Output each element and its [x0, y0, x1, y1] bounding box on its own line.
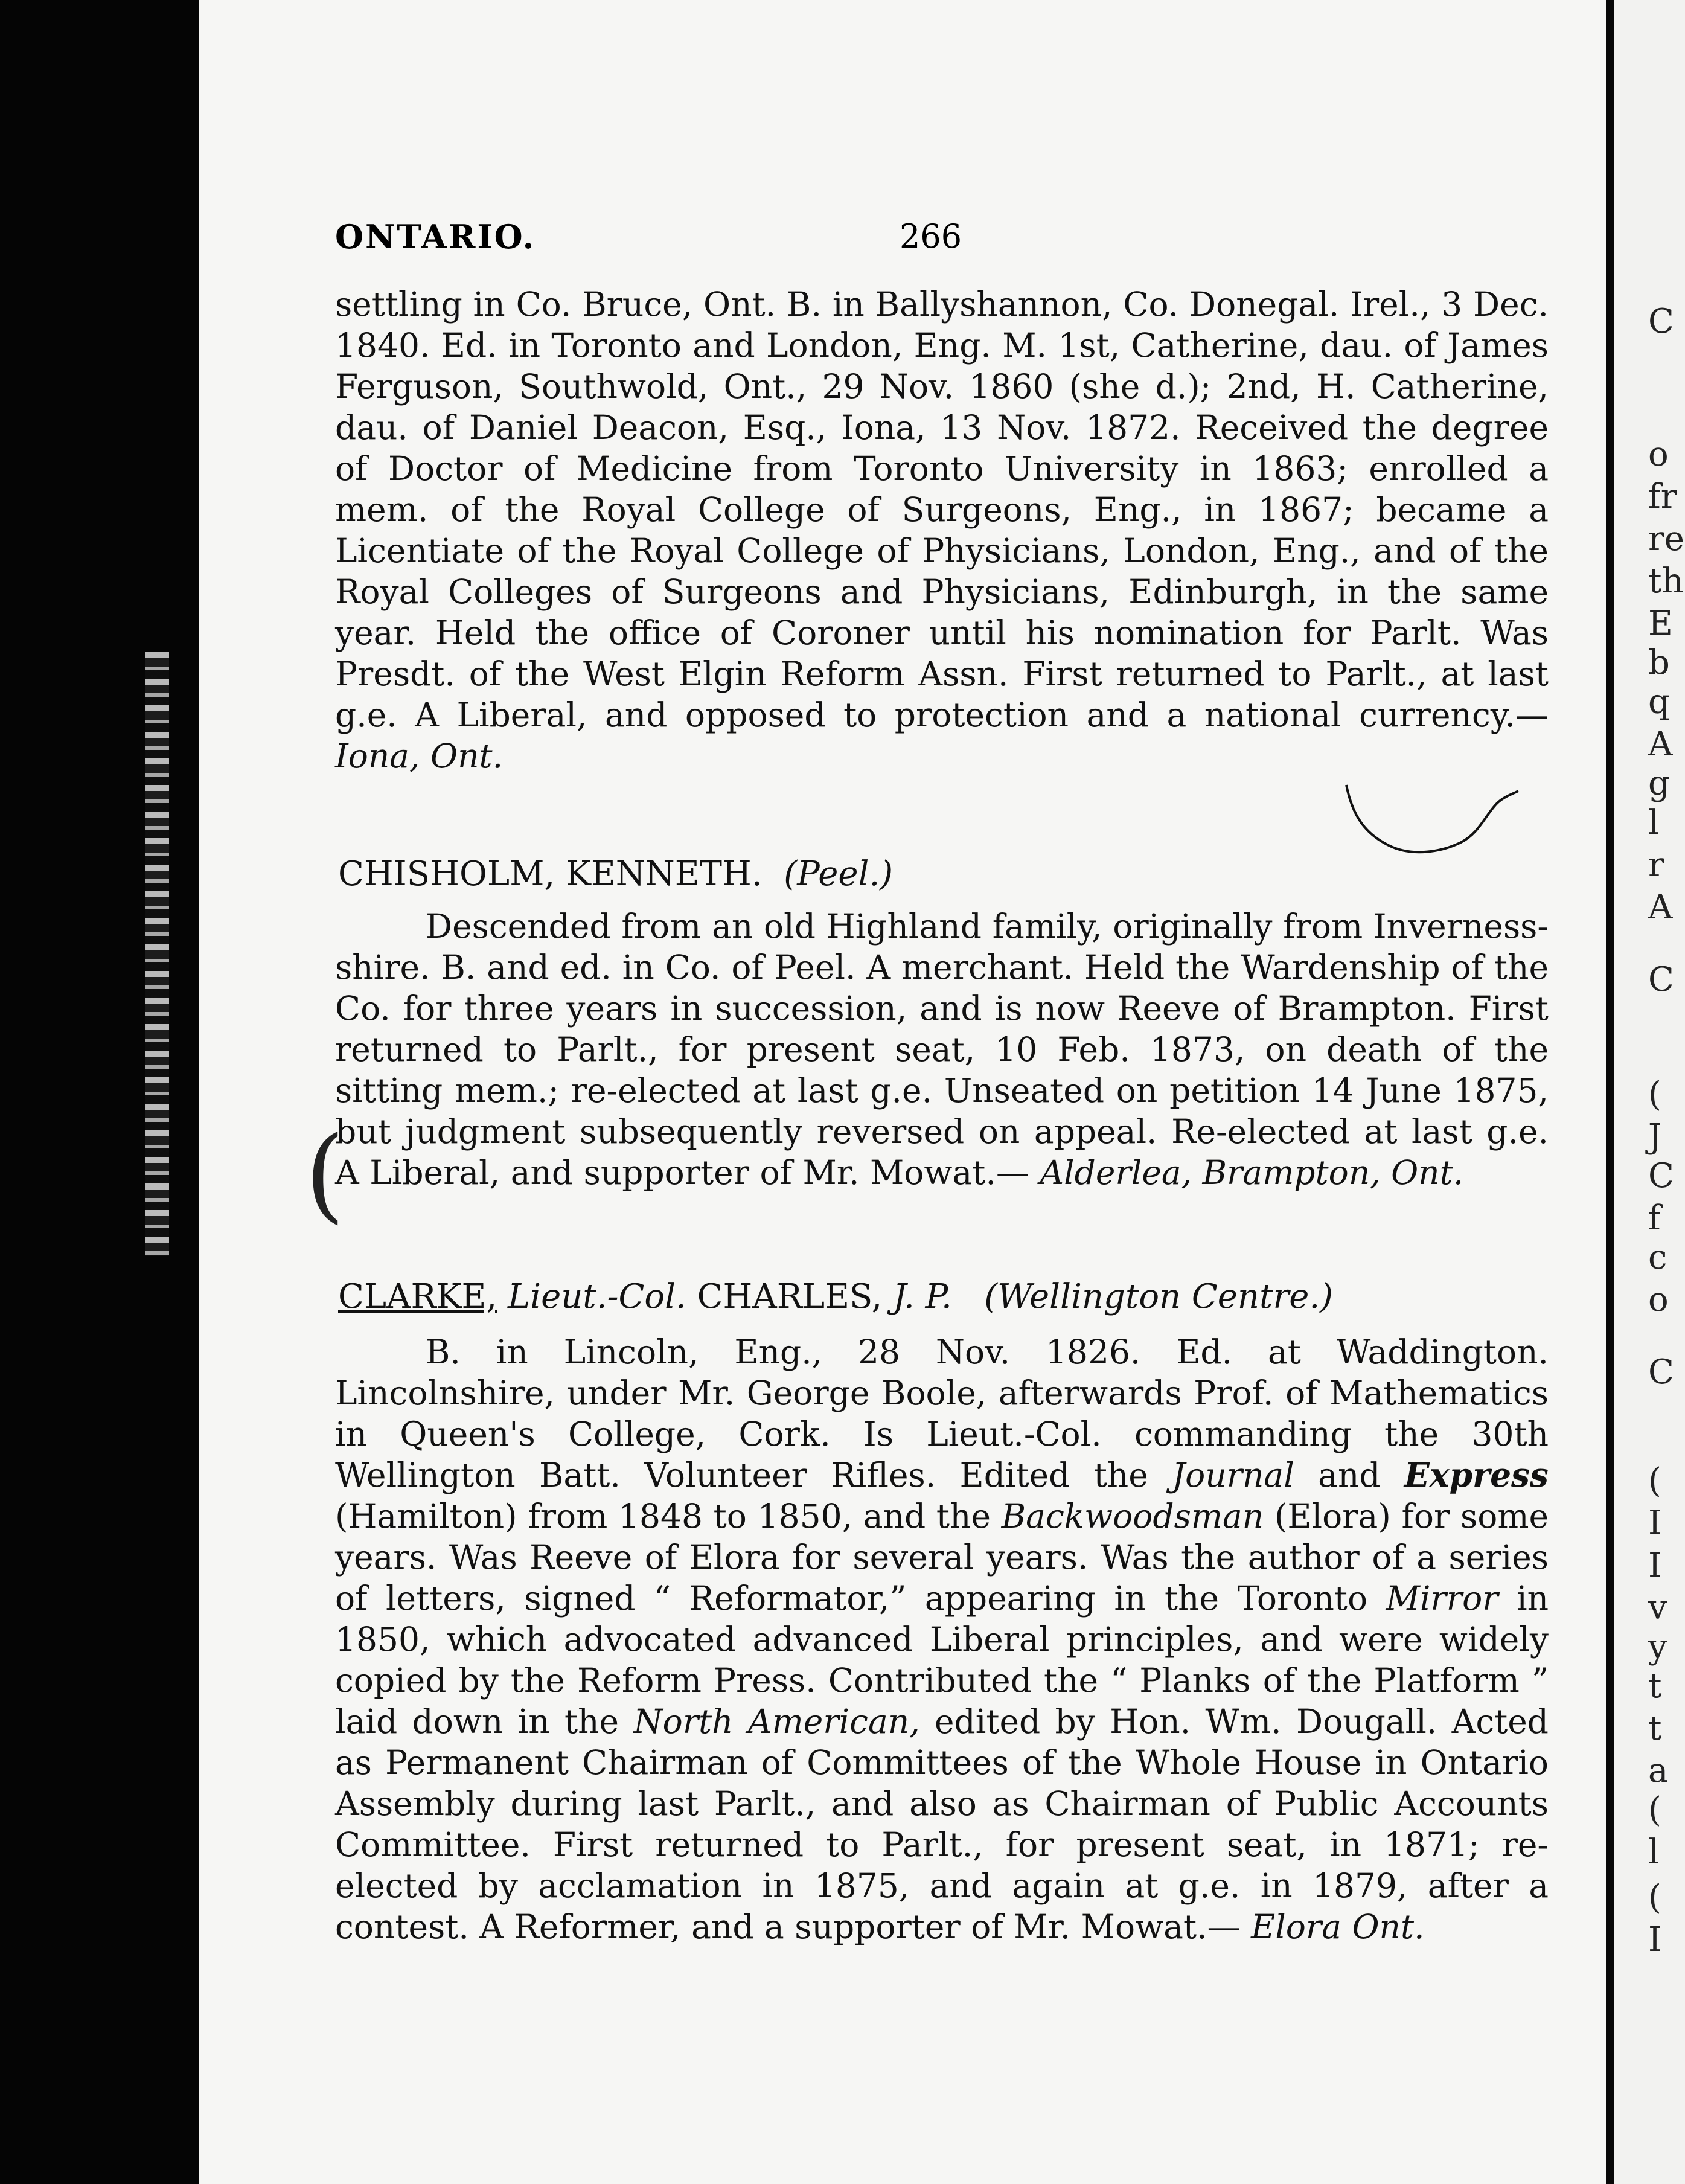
facing-page-letter: ( [1648, 1790, 1661, 1830]
entry-constituency: (Wellington Centre.) [984, 1277, 1334, 1316]
facing-page-letter: ( [1648, 1878, 1661, 1917]
entry-body: settling in Co. Bruce, Ont. B. in Ballyshannon, Co. Donegal. Irel., 3 Dec. 1840. Ed. in Toronto and London, Eng. M. 1st, Catherine, dau. of James Ferguson, Southwold, Ont., 29 Nov. 1860 (she d.); 2nd, H. Catherine, dau. of Daniel Deacon, Esq., Iona, 13 Nov. 1872. Received the degree of Doctor of Medicine from Toronto University in 1863; enrolled a mem. of the Royal College of Surgeons, Eng., in 1867; became a Licentiate of the Royal College of Physicians, London, Eng., and of the Royal Colleges of Surgeons and Physicians, Edinburgh, in the same year. Held the office of Coroner until his nomination for Parlt. Was Presdt. of the West Elgin Reform Assn. First returned to Parlt., at last g.e. A Liberal, and opposed to protection and a national currency.— [335, 285, 1549, 734]
facing-page-letter: I [1648, 1546, 1662, 1585]
book-binding [0, 0, 199, 2184]
facing-page-letter: f [1648, 1199, 1661, 1238]
page-number: 266 [900, 217, 962, 255]
entry-title: Lieut.-Col. [507, 1277, 686, 1316]
express-title: Express [1404, 1455, 1549, 1494]
facing-page-letter: I [1648, 1504, 1662, 1543]
entry-surname: CLARKE, [338, 1277, 497, 1316]
north-american-title: North American, [633, 1702, 920, 1741]
facing-page-letter: c [1648, 1238, 1667, 1277]
facing-page-letter: I [1648, 1920, 1662, 1959]
facing-page-letter: ( [1648, 1075, 1661, 1114]
facing-page-letter: q [1648, 682, 1670, 722]
facing-page-letter: th [1648, 562, 1684, 601]
entry-clarke [335, 1331, 1549, 1947]
entry-honour: J. P. [892, 1277, 952, 1316]
entry-address: Iona, Ont. [335, 737, 504, 775]
facing-page-letter: C [1648, 960, 1674, 999]
entry-body: in 1850, which advocated advanced Liberal principles, and were widely copied by the Reform Press. Contributed the “ Planks of the Platform ” laid down in the [335, 1579, 1549, 1741]
facing-page-letter: E [1648, 604, 1673, 643]
facing-page-letter: l [1648, 1833, 1659, 1872]
binding-stitch-marks [145, 652, 169, 1256]
facing-page-letter: o [1648, 1280, 1669, 1319]
facing-page-letter: re [1648, 519, 1684, 559]
entry-heading-clarke [338, 1277, 1333, 1316]
facing-page-letter: a [1648, 1751, 1669, 1790]
backwoodsman-title: Backwoodsman [1001, 1497, 1264, 1536]
facing-page-letter: C [1648, 1156, 1674, 1196]
facing-page-letter: o [1648, 435, 1669, 474]
entry-body: (Hamilton) from 1848 to 1850, and the [335, 1497, 991, 1536]
facing-page-letter: t [1648, 1667, 1662, 1706]
ink-scribble [1340, 779, 1521, 863]
entry-body: (Elora) for some years. Was Reeve of Elora for several years. Was the author of a series of letters, signed “ Reformator,” appearing in the Toronto [335, 1497, 1549, 1618]
facing-page-letter: g [1648, 764, 1670, 803]
entry-body: edited by Hon. Wm. Dougall. Acted as Permanent Chairman of Committees of the Whole House in Ontario Assembly during last Parlt., and also as Chairman of Public Accounts Committee. First returned to Parlt., for present seat, in 1871; re-elected by acclamation in 1875, and again at g.e. in 1879, after a contest. A Reformer, and a supporter of Mr. Mowat.— [335, 1702, 1549, 1946]
entry-body: and [1318, 1456, 1381, 1494]
facing-page-letter: r [1648, 845, 1664, 885]
facing-page-letter: C [1648, 302, 1674, 341]
facing-page-letter: A [1648, 725, 1673, 764]
entry-name: CHISHOLM, KENNETH. [338, 854, 763, 894]
entry-body: B. in Lincoln, Eng., 28 Nov. 1826. Ed. at Waddington. Lincolnshire, under Mr. George Boole, afterwards Prof. of Mathematics in Queen's College, Cork. Is Lieut.-Col. commanding the 30th Wellington Batt. Volunteer Rifles. Edited the [335, 1333, 1549, 1494]
entry-continuation [335, 284, 1549, 777]
facing-page-letter: l [1648, 803, 1659, 842]
entry-address: Elora Ont. [1251, 1907, 1425, 1946]
journal-title: Journal [1172, 1456, 1294, 1494]
mirror-title: Mirror [1386, 1579, 1498, 1618]
facing-page-letter: t [1648, 1709, 1662, 1748]
facing-page-letter: A [1648, 888, 1673, 927]
facing-page-letter: J [1648, 1117, 1662, 1156]
page-header [335, 217, 1543, 266]
entry-heading-chisholm [338, 854, 893, 894]
entry-address: Alderlea, Brampton, Ont. [1040, 1153, 1464, 1192]
ink-bracket: ( [305, 1115, 345, 1234]
running-head: ONTARIO. [335, 217, 536, 256]
facing-page-letter: y [1648, 1627, 1667, 1667]
entry-chisholm [335, 906, 1549, 1193]
facing-page-letter: v [1648, 1588, 1667, 1627]
facing-page-letter: b [1648, 643, 1670, 682]
entry-given-name: CHARLES, [697, 1277, 883, 1316]
facing-page-letter: fr [1648, 477, 1677, 516]
entry-constituency: (Peel.) [784, 854, 894, 894]
facing-page-letter: C [1648, 1353, 1674, 1392]
entry-body: Descended from an old Highland family, originally from Inverness-shire. B. and ed. in Co. of Peel. A merchant. Held the Wardenship of the Co. for three years in succession, and is now Reeve of Brampton. First returned to Parlt., for present seat, 10 Feb. 1873, on death of the sitting mem.; re-elected at last g.e. Unseated on petition 14 June 1875, but judgment subsequently reversed on appeal. Re-elected at last g.e. A Liberal, and supporter of Mr. Mowat.— [335, 907, 1549, 1192]
facing-page-letter: ( [1648, 1461, 1661, 1500]
